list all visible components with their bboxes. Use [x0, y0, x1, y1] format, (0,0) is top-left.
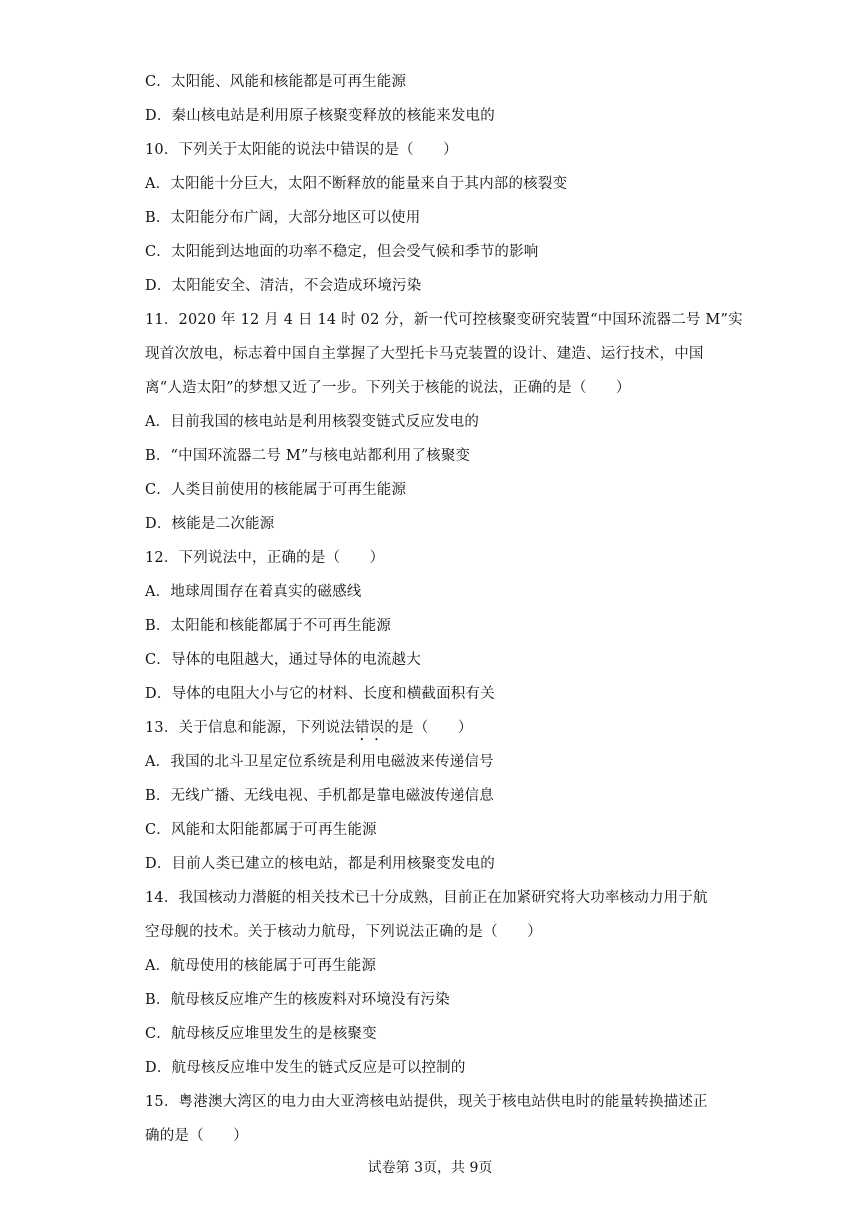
- q15-stem-line-1: 15．粤港澳大湾区的电力由大亚湾核电站提供，现关于核电站供电时的能量转换描述正: [145, 1094, 708, 1110]
- q10-option-c: C．太阳能到达地面的功率不稳定，但会受气候和季节的影响: [145, 244, 539, 260]
- q10-option-a: A．太阳能十分巨大，太阳不断释放的能量来自于其内部的核裂变: [145, 176, 568, 192]
- q12-option-b: B．太阳能和核能都属于不可再生能源: [145, 618, 392, 634]
- q13-option-b: B．无线广播、无线电视、手机都是靠电磁波传递信息: [145, 788, 494, 804]
- q14-option-a: A．航母使用的核能属于可再生能源: [145, 958, 377, 974]
- q11-stem-line-3: 离“人造太阳”的梦想又近了一步。下列关于核能的说法，正确的是（ ）: [145, 380, 631, 396]
- q9-option-d: D．秦山核电站是利用原子核聚变释放的核能来发电的: [145, 108, 495, 124]
- q11-option-a: A．目前我国的核电站是利用核裂变链式反应发电的: [145, 414, 480, 430]
- q11-stem-line-1: 11．2020 年 12 月 4 日 14 时 02 分，新一代可控核聚变研究装置“中国环流器二号 M”实: [145, 312, 743, 328]
- page-footer: 试卷第 3页，共 9页: [367, 1160, 493, 1176]
- q11-option-d: D．核能是二次能源: [145, 516, 275, 532]
- q10-option-d: D．太阳能安全、清洁，不会造成环境污染: [145, 278, 422, 294]
- q14-option-c: C．航母核反应堆里发生的是核聚变: [145, 1026, 377, 1042]
- q15-stem-line-2: 确的是（ ）: [145, 1128, 248, 1144]
- q10-stem: 10．下列关于太阳能的说法中错误的是（ ）: [145, 142, 458, 158]
- q13-stem-part-1: 13．关于信息和能源，下列说法: [145, 720, 355, 736]
- q11-option-c: C．人类目前使用的核能属于可再生能源: [145, 482, 407, 498]
- q12-option-d: D．导体的电阻大小与它的材料、长度和横截面积有关: [145, 686, 495, 702]
- q12-option-c: C．导体的电阻越大，通过导体的电流越大: [145, 652, 421, 668]
- q14-stem-line-2: 空母舰的技术。关于核动力航母，下列说法正确的是（ ）: [145, 924, 542, 940]
- q11-option-b: B．“中国环流器二号 M”与核电站都利用了核聚变: [145, 448, 471, 464]
- q13-stem-part-2: 的是（ ）: [384, 720, 473, 736]
- q12-stem: 12．下列说法中，正确的是（ ）: [145, 550, 385, 566]
- q12-option-a: A．地球周围存在着真实的磁感线: [145, 584, 362, 600]
- q9-option-c: C．太阳能、风能和核能都是可再生能源: [145, 74, 407, 90]
- q13-stem: [145, 718, 725, 744]
- q13-emphasized-word: 错误: [354, 720, 385, 736]
- q14-option-b: B．航母核反应堆产生的核废料对环境没有污染: [145, 992, 450, 1008]
- q13-option-d: D．目前人类已建立的核电站，都是利用核聚变发电的: [145, 856, 495, 872]
- q13-option-c: C．风能和太阳能都属于可再生能源: [145, 822, 377, 838]
- q11-stem-line-2: 现首次放电，标志着中国自主掌握了大型托卡马克装置的设计、建造、运行技术，中国: [145, 346, 704, 362]
- q14-option-d: D．航母核反应堆中发生的链式反应是可以控制的: [145, 1060, 466, 1076]
- q10-option-b: B．太阳能分布广阔，大部分地区可以使用: [145, 210, 421, 226]
- q13-option-a: A．我国的北斗卫星定位系统是利用电磁波来传递信号: [145, 754, 494, 770]
- q14-stem-line-1: 14．我国核动力潜艇的相关技术已十分成熟，目前正在加紧研究将大功率核动力用于航: [145, 890, 708, 906]
